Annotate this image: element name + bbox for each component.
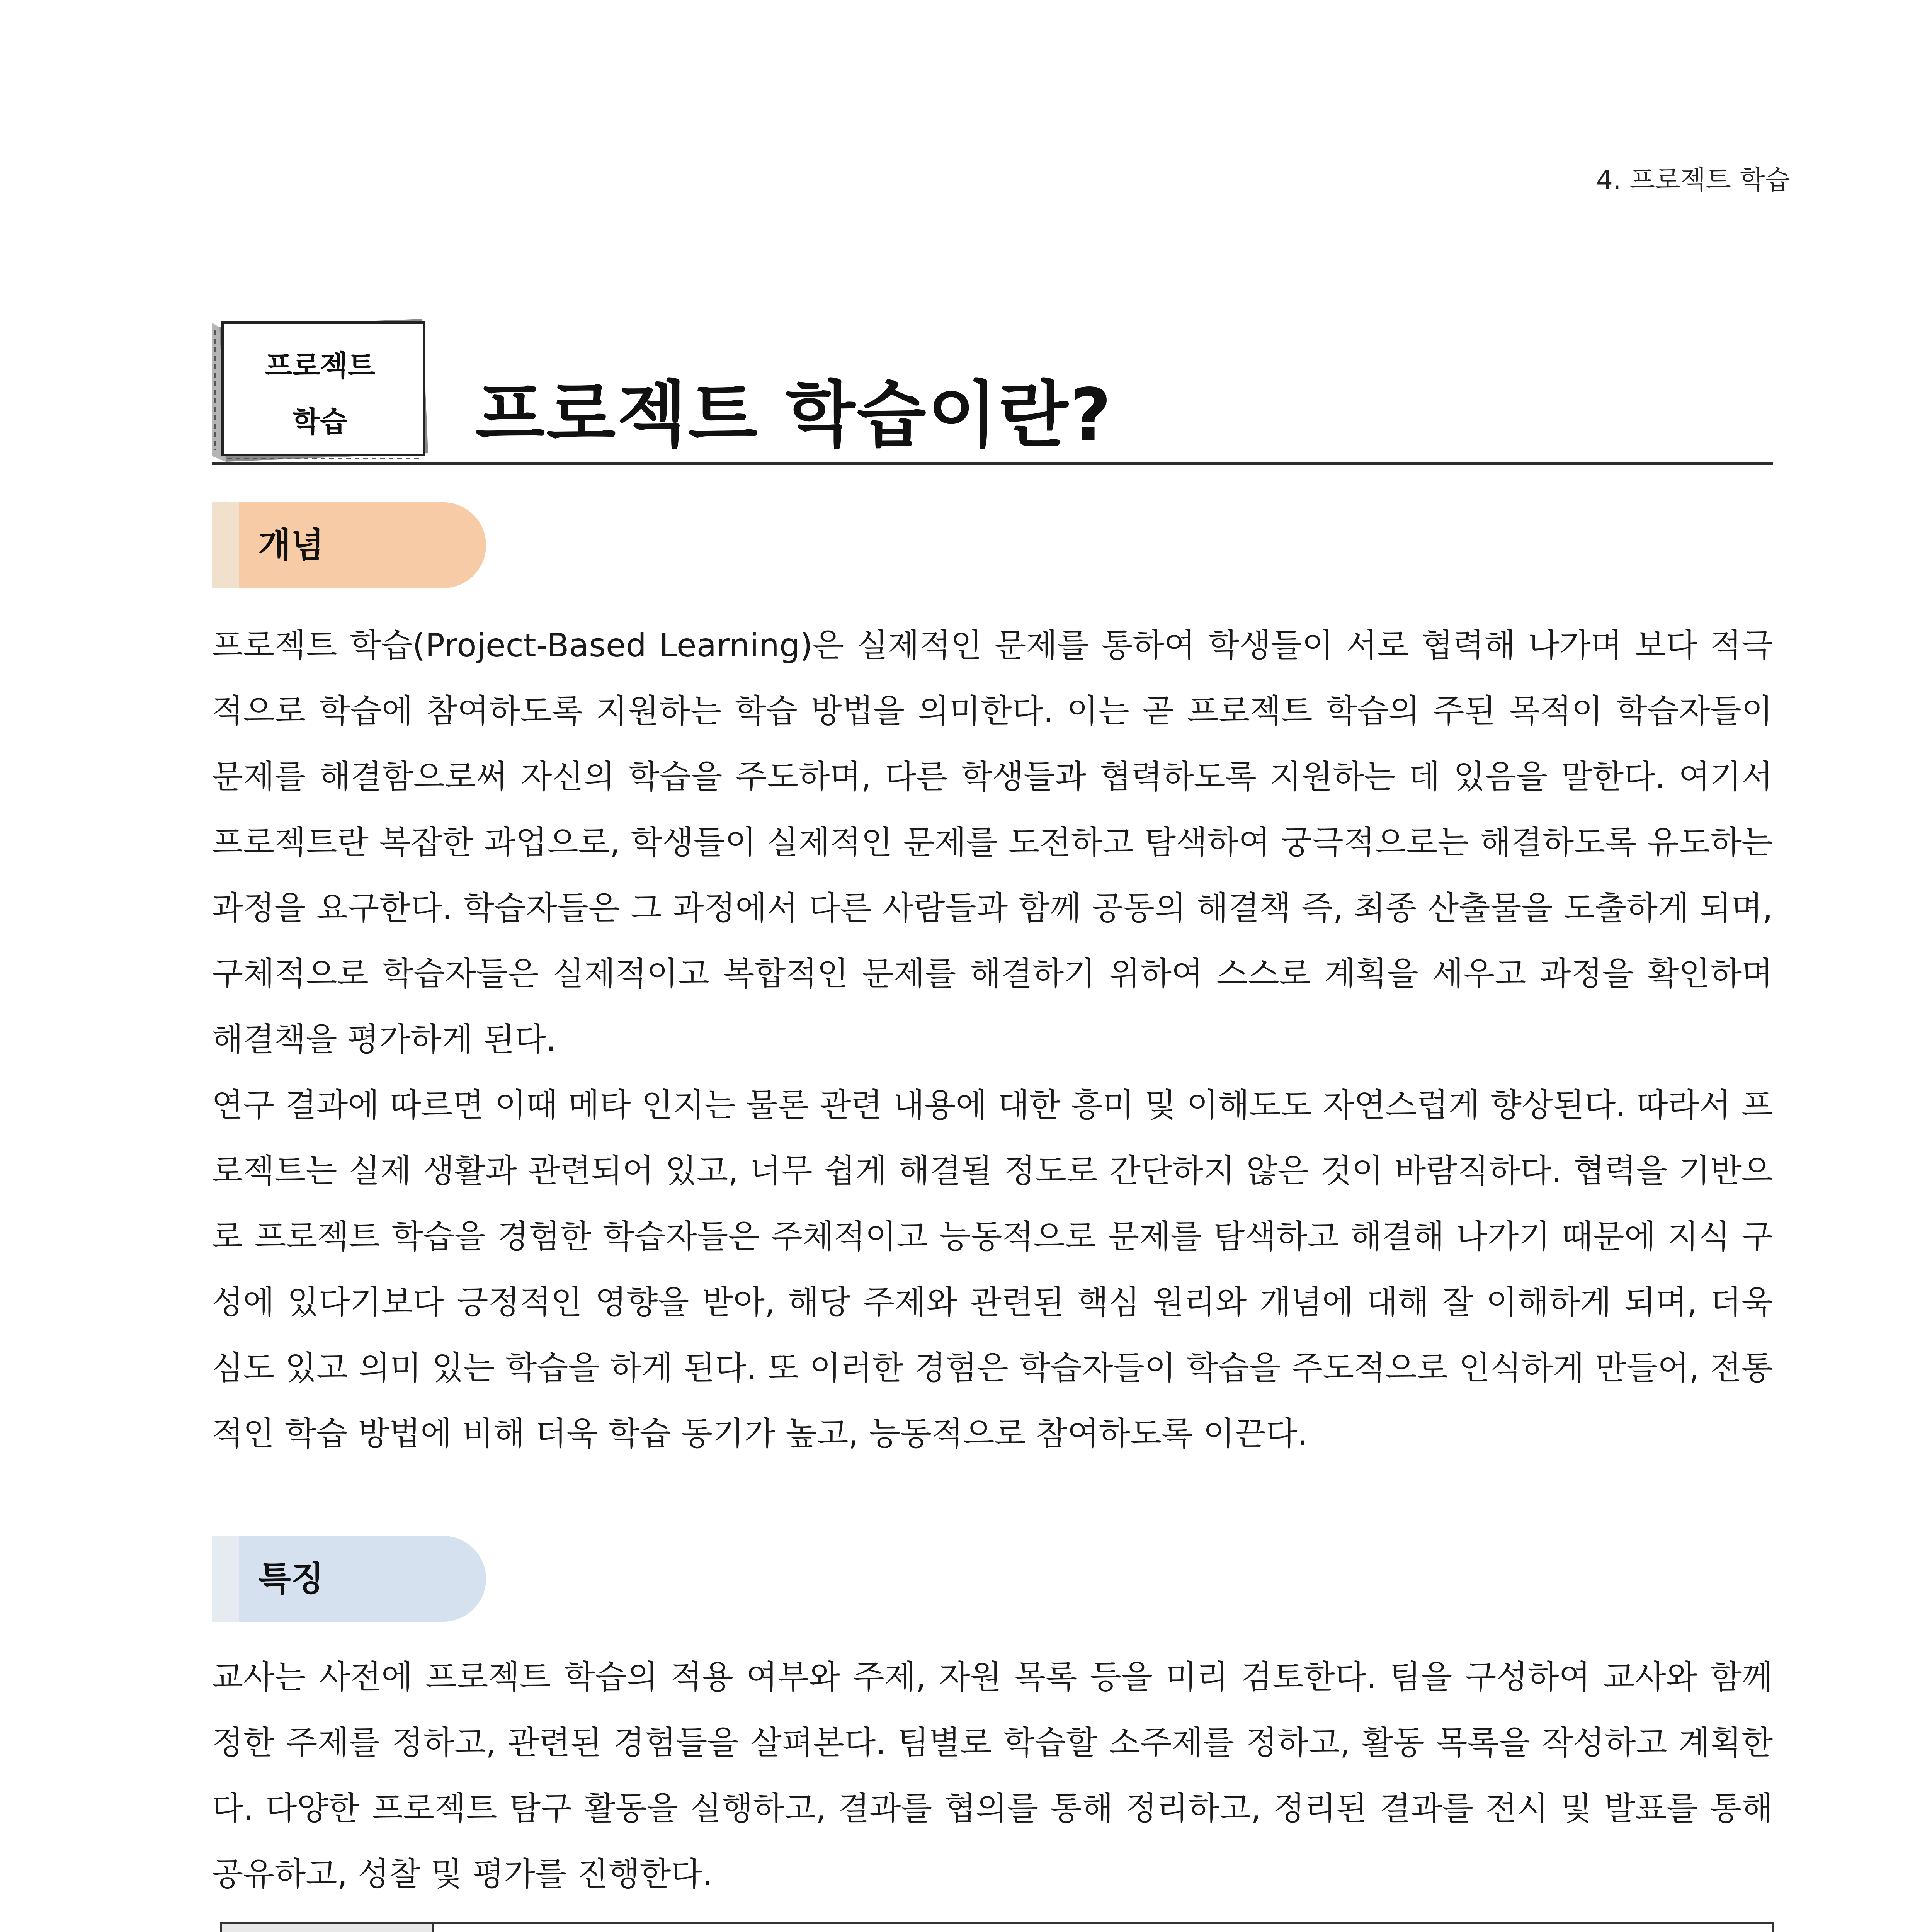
table-row-purpose bbox=[221, 1923, 1773, 1932]
features-paragraph: 교사는 사전에 프로젝트 학습의 적용 여부와 주제, 자원 목록 등을 미리 검토한다. 팀을 구성하여 교사와 함께 정한 주제를 정하고, 관련된 경험들을 살펴본다. 팀별로 학습할 소주제를 정하고, 활동 목록을 작성하고 계획한다. 다양한 프로젝트 탐구 활동을 실행하고, 결과를 협의를 통해 정리하고, 정리된 결과를 전시 및 발표를 통해 공유하고, 성찰 및 평가를 진행한다. bbox=[212, 1658, 1773, 1893]
pill-accent-stripe bbox=[212, 1536, 239, 1622]
concept-paragraph-2: 연구 결과에 따르면 이때 메타 인지는 물론 관련 내용에 대한 흥미 및 이해도도 자연스럽게 향상된다. 따라서 프로젝트는 실제 생활과 관련되어 있고, 너무 쉽게 해결될 정도로 간단하지 않은 것이 바람직하다. 협력을 기반으로 프로젝트 학습을 경험한 학습자들은 주체적이고 능동적으로 문제를 탐색하고 해결해 나가기 때문에 지식 구성에 있다기보다 긍정적인 영향을 받아, 해당 주제와 관련된 핵심 원리와 개념에 대해 잘 이해하게 되며, 더욱 심도 있고 의미 있는 학습을 하게 된다. 또 이러한 경험은 학습자들이 학습을 주도적으로 인식하게 만들어, 전통적인 학습 방법에 비해 더욱 학습 동기가 높고, 능동적으로 참여하도록 이끈다. bbox=[212, 1086, 1773, 1452]
badge-text bbox=[219, 338, 420, 450]
running-header: 4. 프로젝트 학습 bbox=[1596, 165, 1790, 196]
concept-paragraph-1: 프로젝트 학습(Project-Based Learning)은 실제적인 문제를 통하여 학생들이 서로 협력해 나가며 보다 적극적으로 학습에 참여하도록 지원하는 학습 방법을 의미한다. 이는 곧 프로젝트 학습의 주된 목적이 학습자들이 문제를 해결함으로써 자신의 학습을 주도하며, 다른 학생들과 협력하도록 지원하는 데 있음을 말한다. 여기서 프로젝트란 복잡한 과업으로, 학생들이 실제적인 문제를 도전하고 탐색하여 궁극적으로는 해결하도록 유도하는 과정을 요구한다. 학습자들은 그 과정에서 다른 사람들과 함께 공동의 해결책 즉, 최종 산출물을 도출하게 되며, 구체적으로 학습자들은 실제적이고 복합적인 문제를 해결하기 위하여 스스로 계획을 세우고 과정을 확인하며 해결책을 평가하게 된다. bbox=[212, 626, 1773, 1058]
page-title: 프로젝트 학습이란? bbox=[475, 373, 1113, 457]
pill-accent-stripe bbox=[212, 502, 239, 588]
title-badge bbox=[212, 319, 428, 462]
section-label-features: 특징 bbox=[258, 1559, 324, 1599]
purpose-advantages-table bbox=[220, 1922, 1774, 1932]
section-label-concept: 개념 bbox=[258, 525, 324, 565]
badge-line-2: 학습 bbox=[292, 405, 348, 439]
purpose-text-cell bbox=[433, 1923, 1773, 1932]
purpose-header-cell bbox=[221, 1923, 433, 1932]
section-heading-features bbox=[212, 1536, 486, 1622]
badge-line-1: 프로젝트 bbox=[265, 349, 375, 383]
section-heading-concept bbox=[212, 502, 486, 588]
title-divider bbox=[212, 462, 1773, 465]
